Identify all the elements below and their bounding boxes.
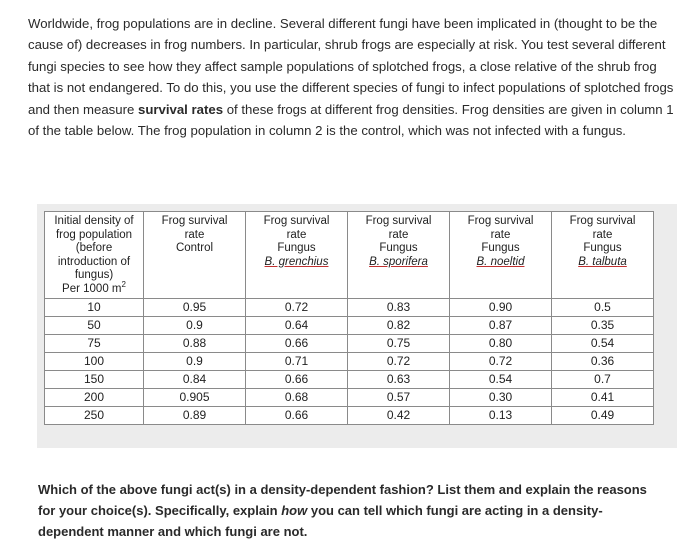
sporifera-cell: 0.42 — [348, 407, 450, 425]
question-text-1: Which of the above fungi act(s) in a density-dependent fashion? List them and explain the reasons for your choice(s). Specifically, explain — [38, 482, 647, 518]
table-row — [45, 335, 654, 353]
intro-text-1: Worldwide, frog populations are in decline. Several different fungi have been implicated in (thought to be the cause of) decreases in frog numbers. In particular, shrub frogs are especially at risk. You test several different fungi species to see how they affect sample populations of splotched frogs, a close relative of the shrub frog that is not endangered. To do this, you use the different species of fungi to infect populations of splotched frogs and then measure — [28, 16, 674, 117]
header-density-sup: 2 — [121, 279, 126, 289]
table-header-row — [45, 212, 654, 299]
control-cell: 0.9 — [144, 353, 246, 371]
talbuta-cell: 0.54 — [552, 335, 654, 353]
table-row — [45, 389, 654, 407]
grenchius-cell: 0.66 — [246, 407, 348, 425]
header-fungus-line3: Fungus — [379, 242, 418, 254]
header-fungus-line2: rate — [286, 228, 307, 241]
noeltid-cell: 0.80 — [450, 335, 552, 353]
header-fungus-grenchius — [246, 212, 348, 299]
header-fungus-sporifera — [348, 212, 450, 299]
table-row — [45, 317, 654, 335]
header-fungus-line2: rate — [490, 228, 511, 241]
header-fungus-line3: Fungus — [583, 242, 622, 254]
talbuta-cell: 0.35 — [552, 317, 654, 335]
table-row — [45, 299, 654, 317]
talbuta-cell: 0.41 — [552, 389, 654, 407]
intro-paragraph — [28, 13, 678, 141]
grenchius-cell: 0.66 — [246, 335, 348, 353]
question-text-2: you can tell which fungi are acting in a density-dependent manner and which fungi are not. — [38, 503, 603, 539]
header-density-line4: introduction of — [57, 255, 131, 268]
header-density-line1: Initial density of — [54, 215, 134, 227]
table-row — [45, 371, 654, 389]
talbuta-cell: 0.49 — [552, 407, 654, 425]
sporifera-cell: 0.57 — [348, 389, 450, 407]
sporifera-cell: 0.82 — [348, 317, 450, 335]
grenchius-cell: 0.68 — [246, 389, 348, 407]
density-cell: 250 — [45, 407, 144, 425]
noeltid-cell: 0.90 — [450, 299, 552, 317]
density-cell: 10 — [45, 299, 144, 317]
control-cell: 0.905 — [144, 389, 246, 407]
grenchius-cell: 0.66 — [246, 371, 348, 389]
header-fungus-line1: Frog survival — [569, 215, 636, 227]
header-density-line3: (before — [75, 242, 113, 254]
noeltid-cell: 0.54 — [450, 371, 552, 389]
density-cell: 75 — [45, 335, 144, 353]
header-density-line2: frog population — [55, 228, 133, 241]
control-cell: 0.95 — [144, 299, 246, 317]
talbuta-cell: 0.36 — [552, 353, 654, 371]
header-density-unit: Per 1000 m — [62, 282, 122, 295]
noeltid-cell: 0.87 — [450, 317, 552, 335]
noeltid-cell: 0.13 — [450, 407, 552, 425]
table-body — [45, 299, 654, 425]
header-fungus-line1: Frog survival — [263, 215, 330, 227]
intro-bold-term: survival rates — [137, 101, 224, 117]
control-cell: 0.88 — [144, 335, 246, 353]
header-fungus-species: B. sporifera — [369, 255, 428, 268]
header-fungus-line1: Frog survival — [467, 215, 534, 227]
header-control — [144, 212, 246, 299]
table-row — [45, 407, 654, 425]
table-row — [45, 353, 654, 371]
header-fungus-line2: rate — [388, 228, 409, 241]
header-fungus-line2: rate — [592, 228, 613, 241]
question-paragraph — [38, 479, 658, 542]
header-fungus-species: B. noeltid — [476, 255, 525, 268]
control-cell: 0.84 — [144, 371, 246, 389]
control-cell: 0.9 — [144, 317, 246, 335]
question-italic-word: how — [281, 503, 308, 518]
header-fungus-talbuta — [552, 212, 654, 299]
table-container — [37, 204, 677, 448]
density-cell: 200 — [45, 389, 144, 407]
density-cell: 100 — [45, 353, 144, 371]
sporifera-cell: 0.72 — [348, 353, 450, 371]
sporifera-cell: 0.83 — [348, 299, 450, 317]
header-fungus-species: B. grenchius — [264, 255, 329, 268]
control-cell: 0.89 — [144, 407, 246, 425]
header-fungus-line1: Frog survival — [365, 215, 432, 227]
header-fungus-species: B. talbuta — [578, 255, 627, 268]
noeltid-cell: 0.30 — [450, 389, 552, 407]
survival-table — [44, 211, 654, 425]
header-control-line3: Control — [175, 242, 214, 254]
header-density-line5: fungus) — [74, 269, 114, 281]
header-control-line1: Frog survival — [161, 215, 228, 227]
grenchius-cell: 0.64 — [246, 317, 348, 335]
header-fungus-noeltid — [450, 212, 552, 299]
header-fungus-line3: Fungus — [481, 242, 520, 254]
intro-text-2: of these frogs at different frog densities. Frog densities are given in column 1 of the table below. The frog population in column 2 is the control, which was not infected with a fungus. — [28, 101, 674, 139]
grenchius-cell: 0.71 — [246, 353, 348, 371]
density-cell: 50 — [45, 317, 144, 335]
grenchius-cell: 0.72 — [246, 299, 348, 317]
noeltid-cell: 0.72 — [450, 353, 552, 371]
talbuta-cell: 0.7 — [552, 371, 654, 389]
header-density — [45, 212, 144, 299]
sporifera-cell: 0.75 — [348, 335, 450, 353]
density-cell: 150 — [45, 371, 144, 389]
header-density-line6 — [47, 279, 141, 297]
talbuta-cell: 0.5 — [552, 299, 654, 317]
header-fungus-line3: Fungus — [277, 242, 316, 254]
header-control-line2: rate — [184, 228, 205, 241]
sporifera-cell: 0.63 — [348, 371, 450, 389]
